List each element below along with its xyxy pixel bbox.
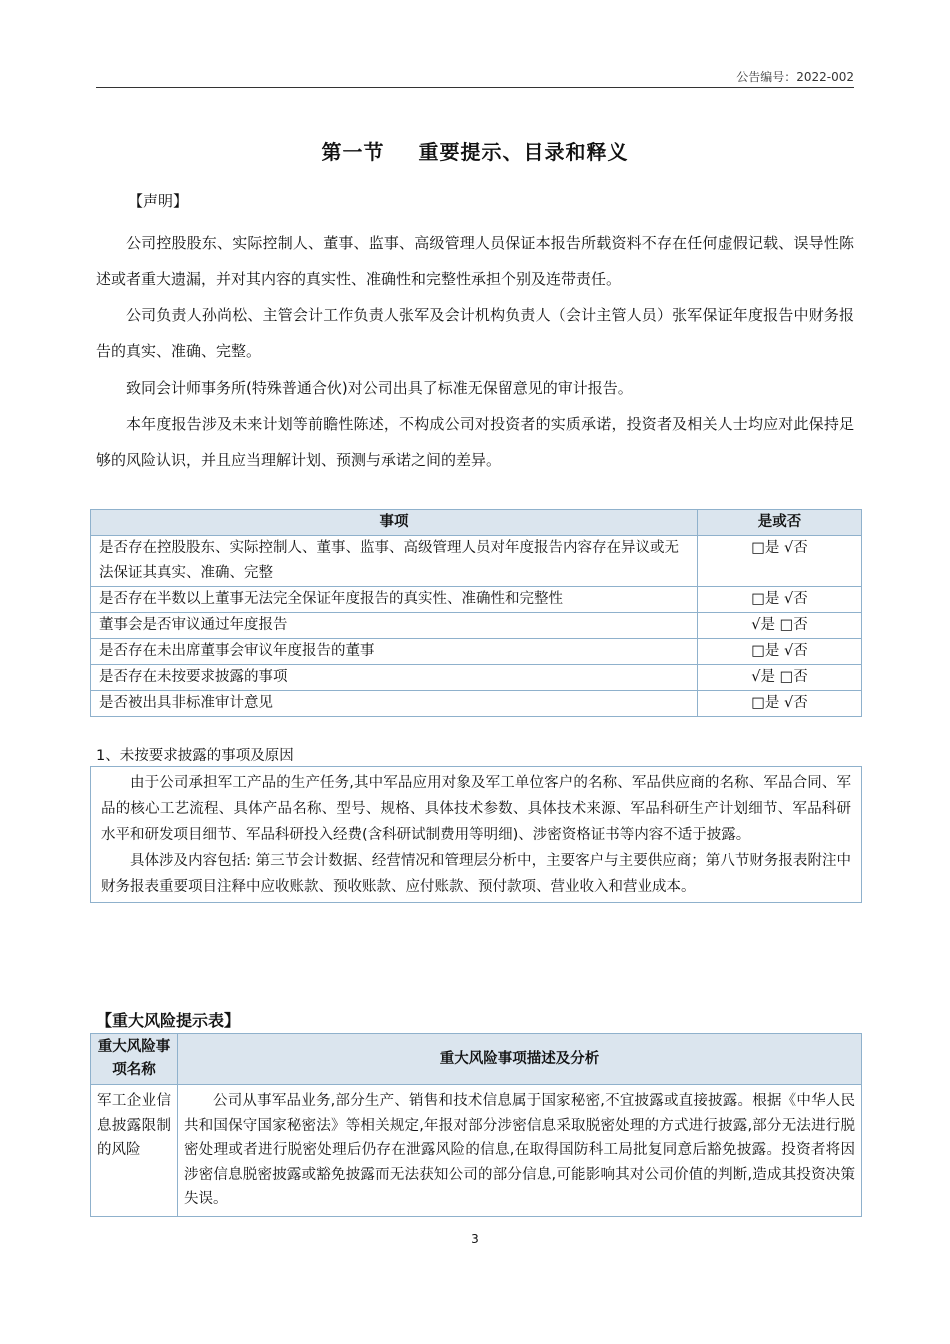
- header-divider: [96, 87, 854, 88]
- row-answer: □是 √否: [698, 536, 862, 587]
- row-answer: √是 □否: [698, 665, 862, 691]
- undisclosed-paragraph: 具体涉及内容包括: 第三节会计数据、经营情况和管理层分析中，主要客户与主要供应商；第八节财务报表附注中财务报表重要项目注释中应收账款、预收账款、应付账款、预付款项、营业收入和营业成本。: [101, 853, 851, 895]
- statement-label: 【声明】: [128, 192, 189, 210]
- table-row: [91, 691, 862, 717]
- undisclosed-paragraph: 由于公司承担军工产品的生产任务,其中军品应用对象及军工单位客户的名称、军品供应商的名称、军品合同、军品的核心工艺流程、具体产品名称、型号、规格、具体技术参数、具体技术来源、军品科研生产计划细节、军品科研水平和研发项目细节、军品科研投入经费(含科研试制费用等明细)、涉密资格证书等内容不适于披露。: [101, 775, 851, 843]
- table-row: [91, 639, 862, 665]
- risk-table-title: 【重大风险提示表】: [96, 1011, 241, 1030]
- row-answer: √是 □否: [698, 613, 862, 639]
- table-row: [91, 665, 862, 691]
- column-header-risk-description: 重大风险事项描述及分析: [178, 1034, 862, 1085]
- table-row: [91, 1085, 862, 1217]
- column-header-risk-name: 重大风险事项名称: [91, 1034, 178, 1085]
- page-number: 3: [471, 1232, 479, 1246]
- section-heading: 重要提示、目录和释义: [418, 140, 629, 164]
- table-row: [91, 613, 862, 639]
- risk-name: 军工企业信息披露限制的风险: [91, 1085, 178, 1217]
- undisclosed-reason-box: [90, 766, 862, 903]
- section-number: 第一节: [321, 140, 385, 164]
- column-header-answer: 是或否: [698, 510, 862, 536]
- risk-description-cell: [178, 1085, 862, 1217]
- row-answer: □是 √否: [698, 587, 862, 613]
- row-item: 是否存在未出席董事会审议年度报告的董事: [91, 639, 698, 665]
- column-header-item: 事项: [91, 510, 698, 536]
- row-item: 是否存在控股股东、实际控制人、董事、监事、高级管理人员对年度报告内容存在异议或无法保证其真实、准确、完整: [91, 536, 698, 587]
- row-item: 是否存在半数以上董事无法完全保证年度报告的真实性、准确性和完整性: [91, 587, 698, 613]
- section-title: [0, 136, 950, 165]
- statement-paragraph: 公司负责人孙尚松、主管会计工作负责人张军及会计机构负责人（会计主管人员）张军保证年度报告中财务报告的真实、准确、完整。: [96, 306, 854, 360]
- statement-paragraph: 公司控股股东、实际控制人、董事、监事、高级管理人员保证本报告所载资料不存在任何虚假记载、误导性陈述或者重大遗漏，并对其内容的真实性、准确性和完整性承担个别及连带责任。: [96, 234, 854, 288]
- risk-description: 公司从事军品业务,部分生产、销售和技术信息属于国家秘密,不宜披露或直接披露。根据《中华人民共和国保守国家秘密法》等相关规定,年报对部分涉密信息采取脱密处理的方式进行披露,部分无法进行脱密处理或者进行脱密处理后仍存在泄露风险的信息,在取得国防科工局批复同意后豁免披露。投资者将因涉密信息脱密披露或豁免披露而无法获知公司的部分信息,可能影响其对公司价值的判断,造成其投资决策失误。: [184, 1093, 855, 1207]
- row-item: 是否被出具非标准审计意见: [91, 691, 698, 717]
- statement-paragraph: 致同会计师事务所(特殊普通合伙)对公司出具了标准无保留意见的审计报告。: [126, 379, 633, 397]
- statement-paragraph: 本年度报告涉及未来计划等前瞻性陈述，不构成公司对投资者的实质承诺，投资者及相关人士均应对此保持足够的风险认识，并且应当理解计划、预测与承诺之间的差异。: [96, 415, 854, 469]
- major-risk-table: [90, 1033, 862, 1217]
- table-row: [91, 536, 862, 587]
- row-item: 董事会是否审议通过年度报告: [91, 613, 698, 639]
- row-answer: □是 √否: [698, 691, 862, 717]
- table-header-row: [91, 510, 862, 536]
- disclosure-check-table: [90, 509, 862, 717]
- undisclosed-heading: 1、未按要求披露的事项及原因: [96, 748, 294, 764]
- table-header-row: [91, 1034, 862, 1085]
- row-item: 是否存在未按要求披露的事项: [91, 665, 698, 691]
- announcement-number: 公告编号：2022-002: [736, 70, 854, 84]
- table-row: [91, 587, 862, 613]
- row-answer: □是 √否: [698, 639, 862, 665]
